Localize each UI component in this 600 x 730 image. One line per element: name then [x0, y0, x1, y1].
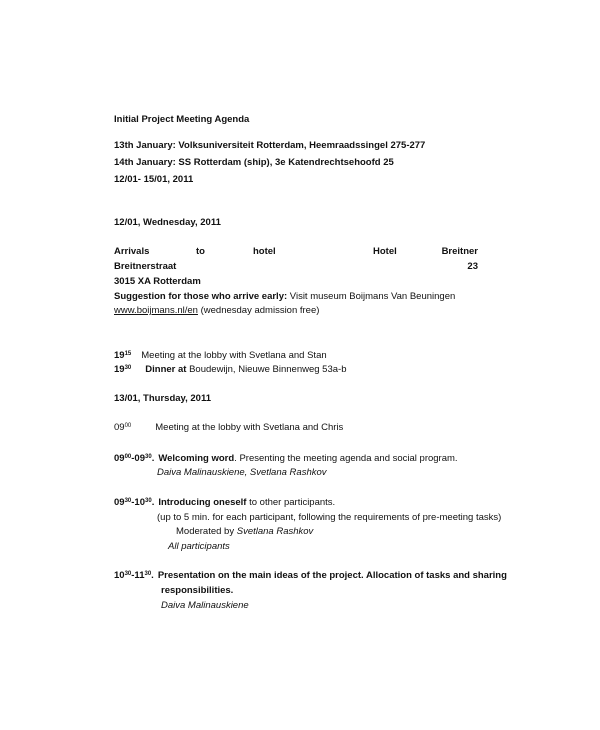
- time-dot: .: [151, 453, 155, 464]
- presenters: Daiva Malinauskiene, Svetlana Rashkov: [157, 467, 327, 478]
- time-start: 09: [114, 453, 125, 464]
- arrivals-word: hotel: [253, 246, 276, 257]
- museum-link[interactable]: www.boijmans.nl/en: [114, 305, 198, 316]
- suggestion-label: Suggestion for those who arrive early:: [114, 291, 288, 302]
- item-bold: Welcoming word: [158, 453, 235, 464]
- time-start: 10: [114, 570, 125, 581]
- item-detail: (up to 5 min. for each participant, following the requirements of pre-meeting tasks): [157, 512, 502, 523]
- arrivals-word: Hotel: [373, 246, 397, 257]
- link-note: (wednesday admission free): [197, 305, 320, 316]
- link-line: [114, 305, 319, 317]
- item-bold-continued: responsibilities.: [161, 585, 234, 596]
- time-hour: 09: [114, 422, 125, 433]
- time-start-minutes: 30: [124, 498, 132, 504]
- postcode-line: 3015 XA Rotterdam: [114, 276, 201, 287]
- time-dot: .: [151, 570, 154, 581]
- participants: All participants: [168, 541, 230, 552]
- time-dot: .: [151, 497, 155, 508]
- arrivals-word: to: [196, 246, 205, 257]
- document-title: Initial Project Meeting Agenda: [114, 114, 250, 125]
- item-text: Meeting at the lobby with Svetlana and Stan: [141, 350, 327, 361]
- time-end: -09: [131, 453, 145, 464]
- date-line-1: 13th January: Volksuniversiteit Rotterdam, Heemraadssingel 275-277: [114, 140, 426, 151]
- time-minutes: 15: [124, 351, 132, 357]
- street-name: Breitnerstraat: [114, 261, 177, 272]
- time-end: -10: [131, 497, 145, 508]
- arrivals-word: Arrivals: [114, 246, 150, 257]
- agenda-item: [114, 497, 335, 509]
- item-bold: Dinner at: [145, 364, 187, 375]
- day2-heading: 13/01, Thursday, 2011: [114, 393, 211, 404]
- item-bold: Introducing oneself: [158, 497, 247, 508]
- suggestion-line: [114, 291, 455, 303]
- item-text: to other participants.: [246, 497, 336, 508]
- time-end-minutes: 30: [144, 571, 152, 577]
- time-minutes: 00: [124, 423, 132, 429]
- item-bold: Presentation on the main ideas of the project. Allocation of tasks and sharing: [157, 570, 507, 581]
- agenda-item: [114, 422, 343, 434]
- moderator-line: [176, 526, 313, 538]
- time-start: 09: [114, 497, 125, 508]
- agenda-item: [114, 570, 507, 582]
- arrivals-word: Breitner: [441, 246, 478, 257]
- item-text: . Presenting the meeting agenda and social program.: [234, 453, 458, 464]
- date-line-3: 12/01- 15/01, 2011: [114, 174, 194, 185]
- agenda-item: [114, 350, 327, 362]
- presenters: Daiva Malinauskiene: [161, 600, 249, 611]
- time-hour: 19: [114, 350, 125, 361]
- time-minutes: 30: [124, 365, 132, 371]
- agenda-item: [114, 453, 458, 465]
- moderator-label: Moderated by: [176, 526, 237, 537]
- time-hour: 19: [114, 364, 125, 375]
- time-end-minutes: 30: [145, 454, 152, 460]
- time-start-minutes: 30: [124, 571, 132, 577]
- day1-heading: 12/01, Wednesday, 2011: [114, 217, 221, 228]
- time-end-minutes: 30: [145, 498, 152, 504]
- suggestion-text: Visit museum Boijmans Van Beuningen: [287, 291, 456, 302]
- agenda-item: [114, 364, 346, 376]
- moderator-name: Svetlana Rashkov: [236, 526, 314, 537]
- time-end: -11: [131, 570, 145, 581]
- item-text: Boudewijn, Nieuwe Binnenweg 53a-b: [186, 364, 347, 375]
- street-number: 23: [467, 261, 478, 272]
- date-line-2: 14th January: SS Rotterdam (ship), 3e Katendrechtsehoofd 25: [114, 157, 394, 168]
- time-start-minutes: 00: [124, 454, 132, 460]
- item-text: Meeting at the lobby with Svetlana and Chris: [155, 422, 344, 433]
